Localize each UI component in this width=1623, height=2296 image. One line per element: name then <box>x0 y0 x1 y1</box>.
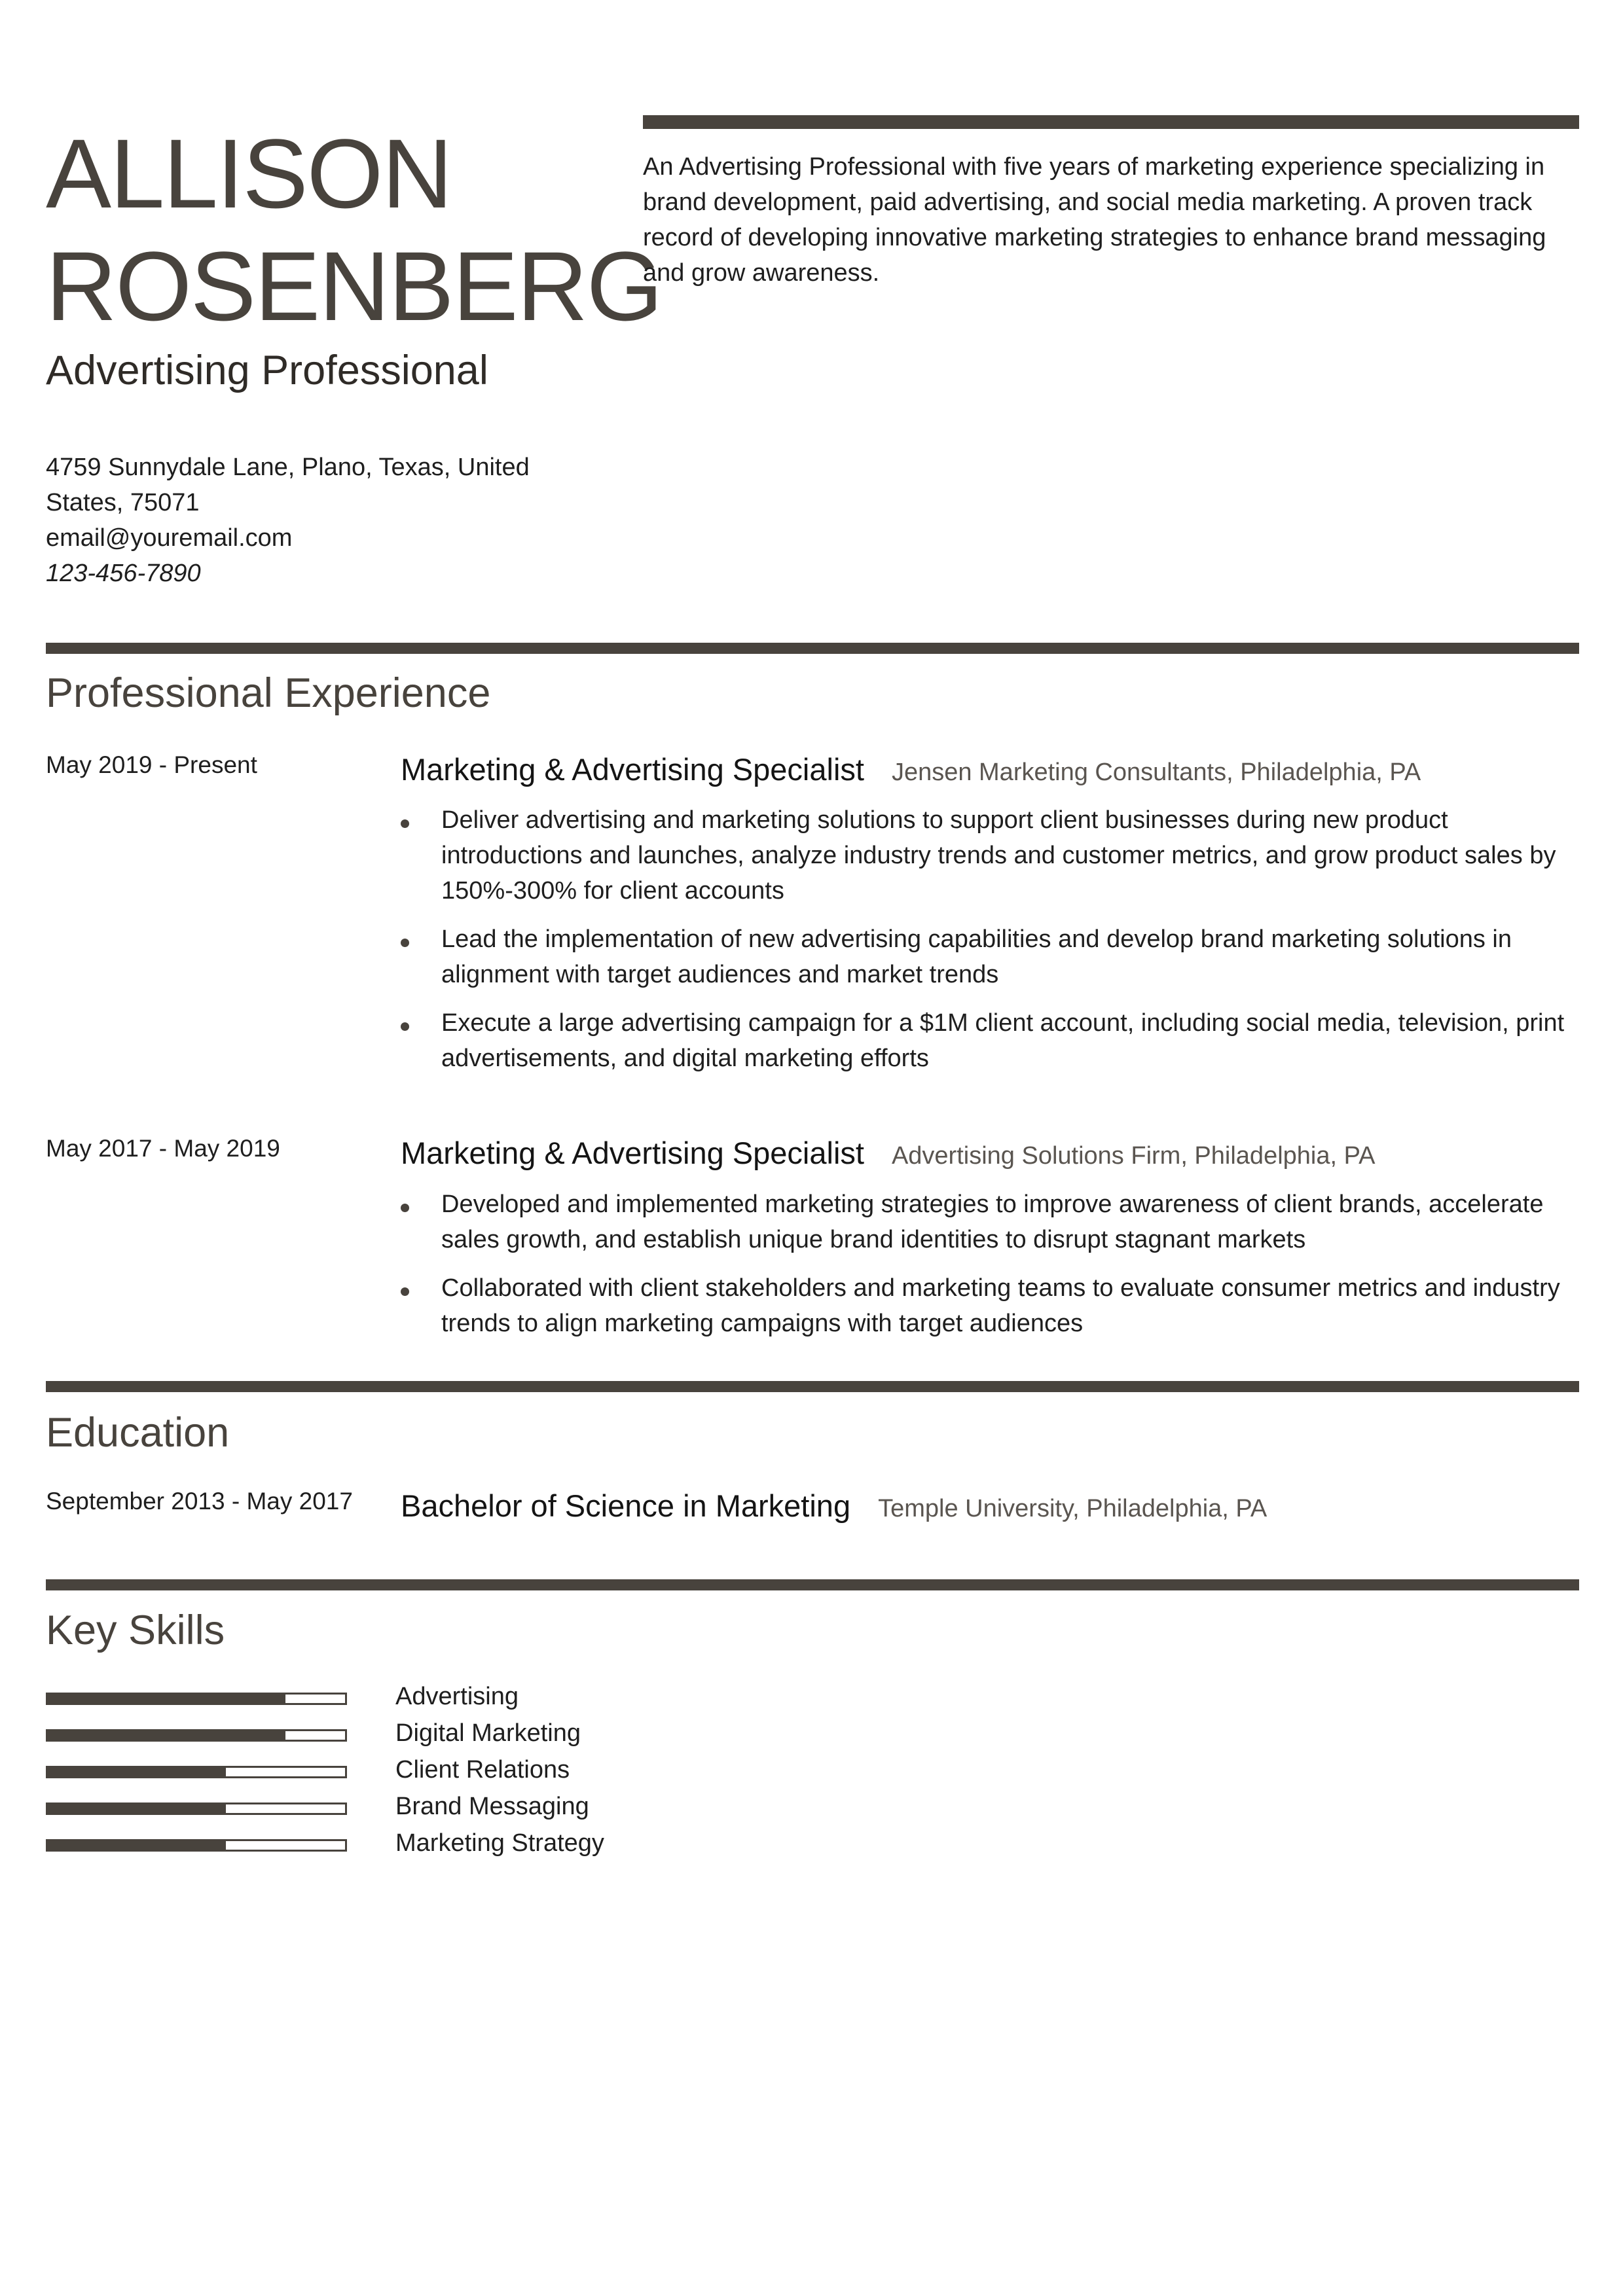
bullet-text: Lead the implementation of new advertising capabilities and develop brand marketing solutions in alignment with target audiences and market trends <box>441 925 1512 988</box>
skill-level-bar <box>46 1766 347 1778</box>
skill-level-fill <box>48 1804 226 1813</box>
summary-divider <box>643 115 1579 129</box>
skill-level-bar <box>46 1729 347 1742</box>
degree: Bachelor of Science in Marketing <box>401 1488 851 1523</box>
list-item <box>401 1187 1586 1257</box>
skill-level-fill <box>48 1695 285 1703</box>
job-organization: Jensen Marketing Consultants, Philadelphia, PA <box>891 759 1421 786</box>
list-item <box>401 802 1586 908</box>
job-dates: May 2019 - Present <box>46 751 257 778</box>
bullet-dot-icon <box>401 1287 409 1296</box>
bullet-dot-icon <box>401 1204 409 1212</box>
job-header <box>401 754 1421 785</box>
last-name: ROSENBERG <box>46 231 662 341</box>
bullet-text: Execute a large advertising campaign for a $1M client account, including social media, television, print advertisements, and digital marketing efforts <box>441 1009 1565 1072</box>
education-header <box>401 1490 1267 1521</box>
email[interactable]: email@youremail.com <box>46 524 293 552</box>
skill-label: Digital Marketing <box>395 1719 581 1747</box>
skill-level-fill <box>48 1768 226 1776</box>
job-organization: Advertising Solutions Firm, Philadelphia, PA <box>891 1142 1376 1170</box>
summary-text: An Advertising Professional with five years of marketing experience specializing in brand development, paid advertising, and social media marketing. A proven track record of developing innovative marketing strategies to enhance brand messaging and grow awareness. <box>643 153 1546 287</box>
list-item <box>401 1270 1586 1341</box>
list-item <box>401 1005 1586 1076</box>
skill-label: Marketing Strategy <box>395 1829 604 1857</box>
skill-level-fill <box>48 1731 285 1740</box>
job-title: Marketing & Advertising Specialist <box>401 752 864 787</box>
job-header <box>401 1138 1375 1168</box>
section-divider <box>46 1579 1579 1590</box>
section-divider <box>46 1381 1579 1392</box>
bullet-dot-icon <box>401 939 409 947</box>
bullet-text: Deliver advertising and marketing solutions to support client businesses during new product introductions and launches, analyze industry trends and customer metrics, and grow product sales by 150%-300% for client accounts <box>441 806 1556 905</box>
section-title-education: Education <box>46 1410 230 1456</box>
skill-level-fill <box>48 1841 226 1850</box>
bullet-text: Developed and implemented marketing strategies to improve awareness of client brands, accelerate sales growth, and establish unique brand identities to disrupt stagnant markets <box>441 1191 1544 1253</box>
skill-label: Advertising <box>395 1683 519 1710</box>
education-dates: September 2013 - May 2017 <box>46 1488 353 1515</box>
skill-level-bar <box>46 1839 347 1852</box>
section-divider <box>46 643 1579 654</box>
bullet-dot-icon <box>401 819 409 828</box>
section-title-skills: Key Skills <box>46 1607 225 1653</box>
list-item <box>401 922 1586 992</box>
phone[interactable]: 123-456-7890 <box>46 560 201 587</box>
job-dates: May 2017 - May 2019 <box>46 1135 280 1162</box>
bullet-dot-icon <box>401 1022 409 1031</box>
skill-level-bar <box>46 1693 347 1705</box>
job-bullets <box>401 802 1586 1089</box>
address-line-1: 4759 Sunnydale Lane, Plano, Texas, United <box>46 454 530 481</box>
school: Temple University, Philadelphia, PA <box>878 1495 1267 1522</box>
skill-label: Client Relations <box>395 1756 570 1784</box>
job-bullets <box>401 1187 1586 1354</box>
job-title-headline: Advertising Professional <box>46 348 488 393</box>
bullet-text: Collaborated with client stakeholders and marketing teams to evaluate consumer metrics and industry trends to align marketing campaigns with target audiences <box>441 1274 1560 1337</box>
job-title: Marketing & Advertising Specialist <box>401 1136 864 1170</box>
section-title-experience: Professional Experience <box>46 670 491 716</box>
skill-level-bar <box>46 1803 347 1815</box>
skill-label: Brand Messaging <box>395 1793 589 1820</box>
address-line-2: States, 75071 <box>46 489 200 516</box>
first-name: ALLISON <box>46 118 452 228</box>
